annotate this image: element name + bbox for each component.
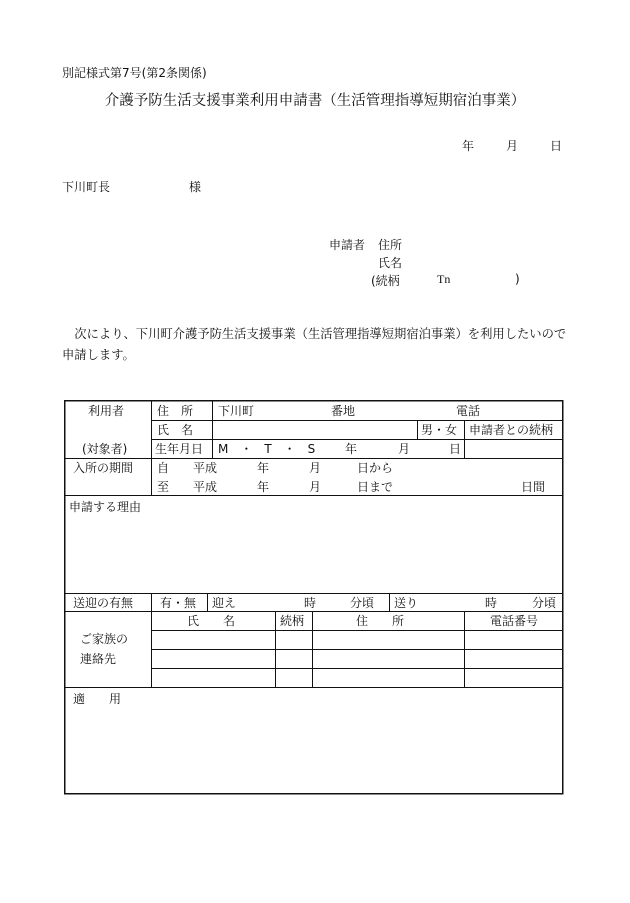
period-from-month: 月 [309, 461, 322, 475]
gender-choice: 男・女 [421, 423, 458, 437]
applicant-seal-mark: Tn [437, 272, 451, 286]
birth-year-label: 年 [345, 442, 358, 456]
remarks-label: 適 用 [73, 692, 122, 706]
transport-label: 送迎の有無 [73, 596, 134, 610]
period-days-label: 日間 [521, 480, 546, 494]
period-to-label: 至 [157, 480, 170, 494]
period-label: 入所の期間 [73, 461, 134, 475]
address-label: 住 所 [157, 404, 194, 418]
date-month: 月 [505, 139, 518, 153]
town-name: 下川町 [218, 404, 255, 418]
pickup-hour: 時 [304, 596, 317, 610]
user-label: 利用者 [88, 404, 125, 418]
user-sub-label: (対象者) [82, 442, 128, 456]
dropoff-hour: 時 [485, 596, 498, 610]
pickup-minute: 分頃 [350, 596, 375, 610]
period-to-year: 年 [257, 480, 270, 494]
transport-yes-no: 有・無 [160, 596, 197, 610]
addressee: 下川町長 [62, 180, 111, 194]
period-from-era: 平成 [193, 461, 218, 475]
addressee-line [62, 178, 202, 195]
dropoff-minute: 分頃 [532, 596, 557, 610]
banchi-label: 番地 [331, 404, 356, 418]
birth-label: 生年月日 [155, 442, 204, 456]
period-from-year: 年 [257, 461, 270, 475]
reason-label: 申請する理由 [69, 500, 142, 514]
period-to-month: 月 [309, 480, 322, 494]
applicant-address-label: 住所 [378, 238, 403, 252]
document-title: 介護予防生活支援事業利用申請書（生活管理指導短期宿泊事業） [104, 93, 526, 109]
intro-paragraph: 次により、下川町介護予防生活支援事業（生活管理指導短期宿泊事業）を利用したいので申請します。 [62, 327, 567, 362]
period-from-label: 自 [157, 461, 170, 475]
applicant-relation-close: ) [515, 272, 520, 286]
phone-label: 電話 [456, 404, 481, 418]
family-relation-header: 続柄 [280, 614, 305, 628]
form-number: 別記様式第7号(第2条関係) [62, 66, 207, 80]
relation-to-applicant-label: 申請者との続柄 [469, 423, 554, 437]
name-label: 氏 名 [157, 423, 194, 437]
period-to-day: 日まで [357, 480, 394, 494]
family-label-line1: ご家族の [80, 632, 129, 646]
applicant-relation-label: (続柄 [371, 274, 400, 288]
period-to-era: 平成 [193, 480, 218, 494]
family-phone-header: 電話番号 [490, 614, 539, 628]
date-day: 日 [549, 139, 562, 153]
date-year: 年 [462, 139, 475, 153]
applicant-name-label: 氏名 [378, 256, 403, 270]
era-choices: M ・ T ・ S [218, 442, 316, 456]
applicant-label: 申請者 [329, 238, 366, 252]
birth-month-label: 月 [398, 442, 411, 456]
date-line [462, 137, 562, 154]
family-name-header: 氏 名 [187, 614, 236, 628]
family-address-header: 住 所 [356, 614, 405, 628]
family-label-line2: 連絡先 [80, 652, 117, 666]
birth-day-label: 日 [449, 442, 462, 456]
honorific: 様 [189, 180, 202, 194]
period-from-day: 日から [357, 461, 394, 475]
pickup-label: 迎え [212, 596, 237, 610]
dropoff-label: 送り [394, 596, 419, 610]
